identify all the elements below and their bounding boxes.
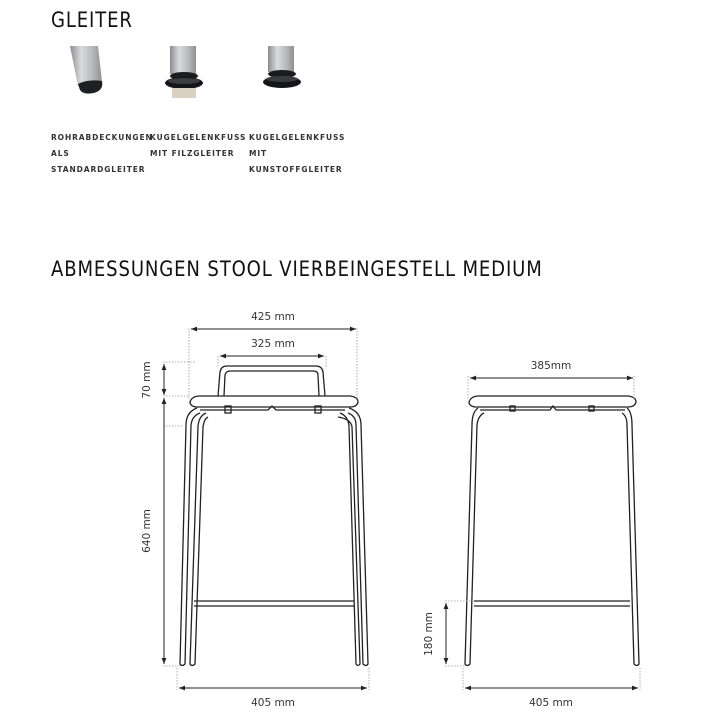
front-view-stool (180, 366, 368, 666)
side-view-stool (465, 396, 639, 666)
dim-seat-width: 385mm (530, 360, 572, 372)
dim-front-base-width: 405 mm (251, 697, 295, 709)
section-title-gleiter: GLEITER (51, 8, 133, 32)
dim-overall-width: 425 mm (251, 311, 295, 323)
section-title-dimensions: ABMESSUNGEN STOOL VIERBEINGESTELL MEDIUM (51, 257, 543, 281)
dim-side-base-width: 405 mm (529, 697, 573, 709)
dim-footrest-height: 180 mm (423, 612, 435, 656)
dim-backrest-height: 70 mm (141, 361, 153, 399)
dim-backrest-width: 325 mm (251, 338, 295, 350)
glider-label-plastic: KUGELGELENKFUSS MIT KUNSTOFFGLEITER (249, 133, 346, 174)
glider-label-standard: ROHRABDECKUNGEN ALS STANDARDGLEITER (51, 133, 153, 174)
dim-seat-height: 640 mm (141, 509, 153, 553)
glider-label-felt: KUGELGELENKFUSS MIT FILZGLEITER (150, 133, 247, 158)
